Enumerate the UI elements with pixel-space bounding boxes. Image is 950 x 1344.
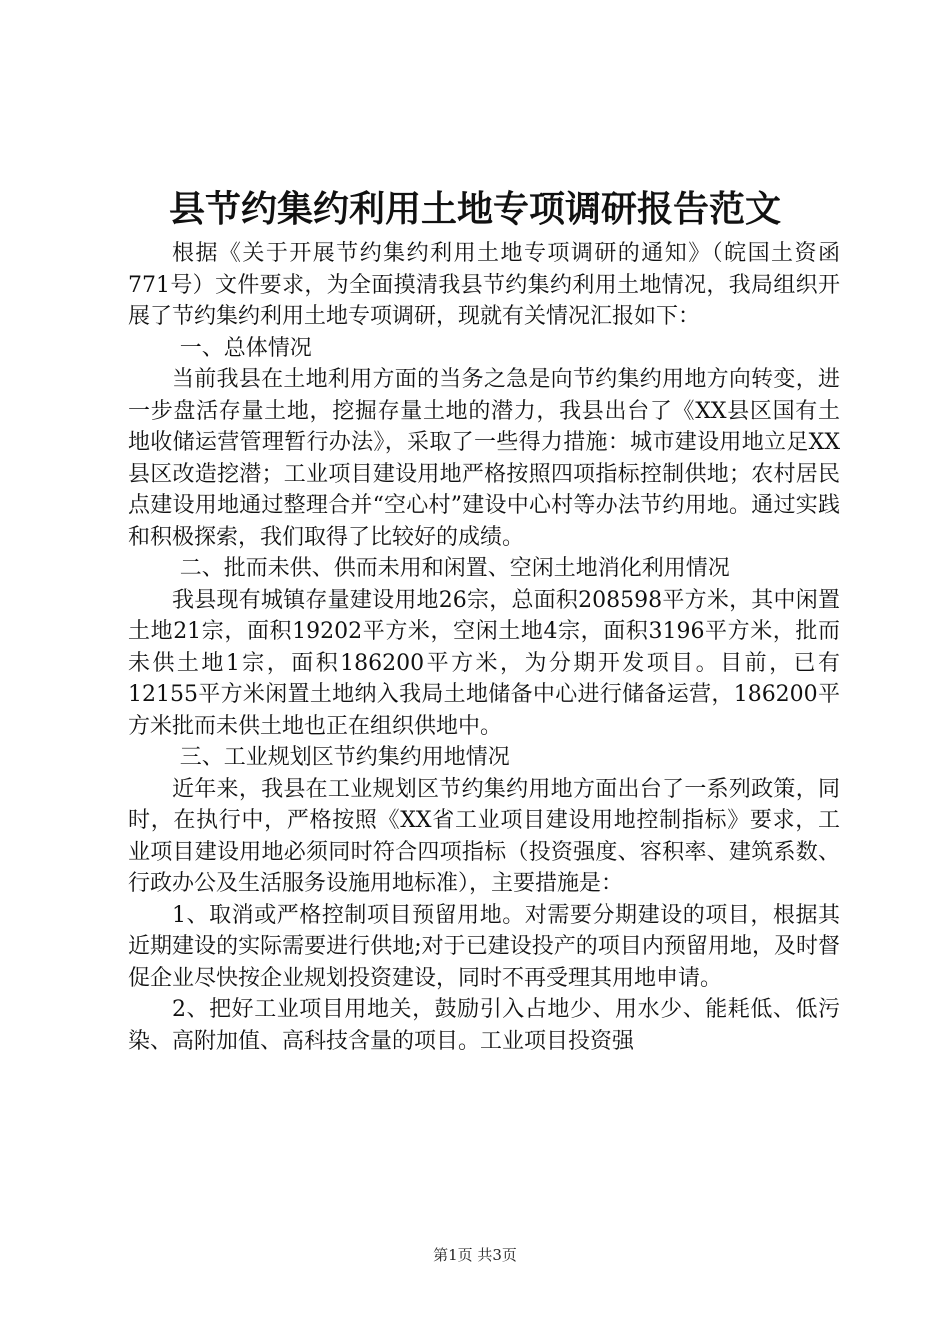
section-heading-overview: 一、总体情况	[179, 335, 312, 361]
paragraph-industrial-zone: 近年来，我县在工业规划区节约集约用地方面出台了一系列政策，同时，在执行中，严格按照《XX省工业项目建设用地控制指标》要求，工业项目建设用地必须同时符合四项指标（投资强度、容积率、建筑系数、行政办公及生活服务设施用地标准），主要措施是：	[128, 776, 840, 896]
paragraph-measure-1: 1、取消或严格控制项目预留用地。对需要分期建设的项目，根据其近期建设的实际需要进行供地;对于已建设投产的项目内预留用地，及时督促企业尽快按企业规划投资建设，同时不再受理其用地申请。	[128, 902, 840, 991]
document-title: 县节约集约利用土地专项调研报告范文	[168, 188, 781, 230]
section-heading-idle-land: 二、批而未供、供而未用和闲置、空闲土地消化利用情况	[179, 556, 730, 581]
page-footer: 第1页 共3页	[433, 1246, 517, 1264]
paragraph-intro: 根据《关于开展节约集约利用土地专项调研的通知》（皖国土资函771号）文件要求，为全面摸清我县节约集约利用土地情况，我局组织开展了节约集约利用土地专项调研，现就有关情况汇报如下：	[128, 241, 840, 329]
paragraph-measure-2: 2、把好工业项目用地关，鼓励引入占地少、用水少、能耗低、低污染、高附加值、高科技含量的项目。工业项目投资强	[128, 997, 840, 1054]
paragraph-idle-land: 我县现有城镇存量建设用地26宗，总面积208598平方米，其中闲置土地21宗，面积19202平方米，空闲土地4宗，面积3196平方米，批而未供土地1宗，面积186200平方米，为分期开发项目。目前，已有12155平方米闲置土地纳入我局土地储备中心进行储备运营，186200平方米批而未供土地也正在组织供地中。	[128, 587, 840, 739]
section-heading-industrial-zone: 三、工业规划区节约集约用地情况	[179, 745, 510, 770]
document-body	[128, 238, 840, 1057]
paragraph-overview: 当前我县在土地利用方面的当务之急是向节约集约用地方向转变，进一步盘活存量土地，挖掘存量土地的潜力，我县出台了《XX县区国有土地收储运营管理暂行办法》，采取了一些得力措施：城市建设用地立足XX县区改造挖潜；工业项目建设用地严格按照四项指标控制供地；农村居民点建设用地通过整理合并“空心村”建设中心村等办法节约用地。通过实践和积极探索，我们取得了比较好的成绩。	[128, 367, 840, 550]
